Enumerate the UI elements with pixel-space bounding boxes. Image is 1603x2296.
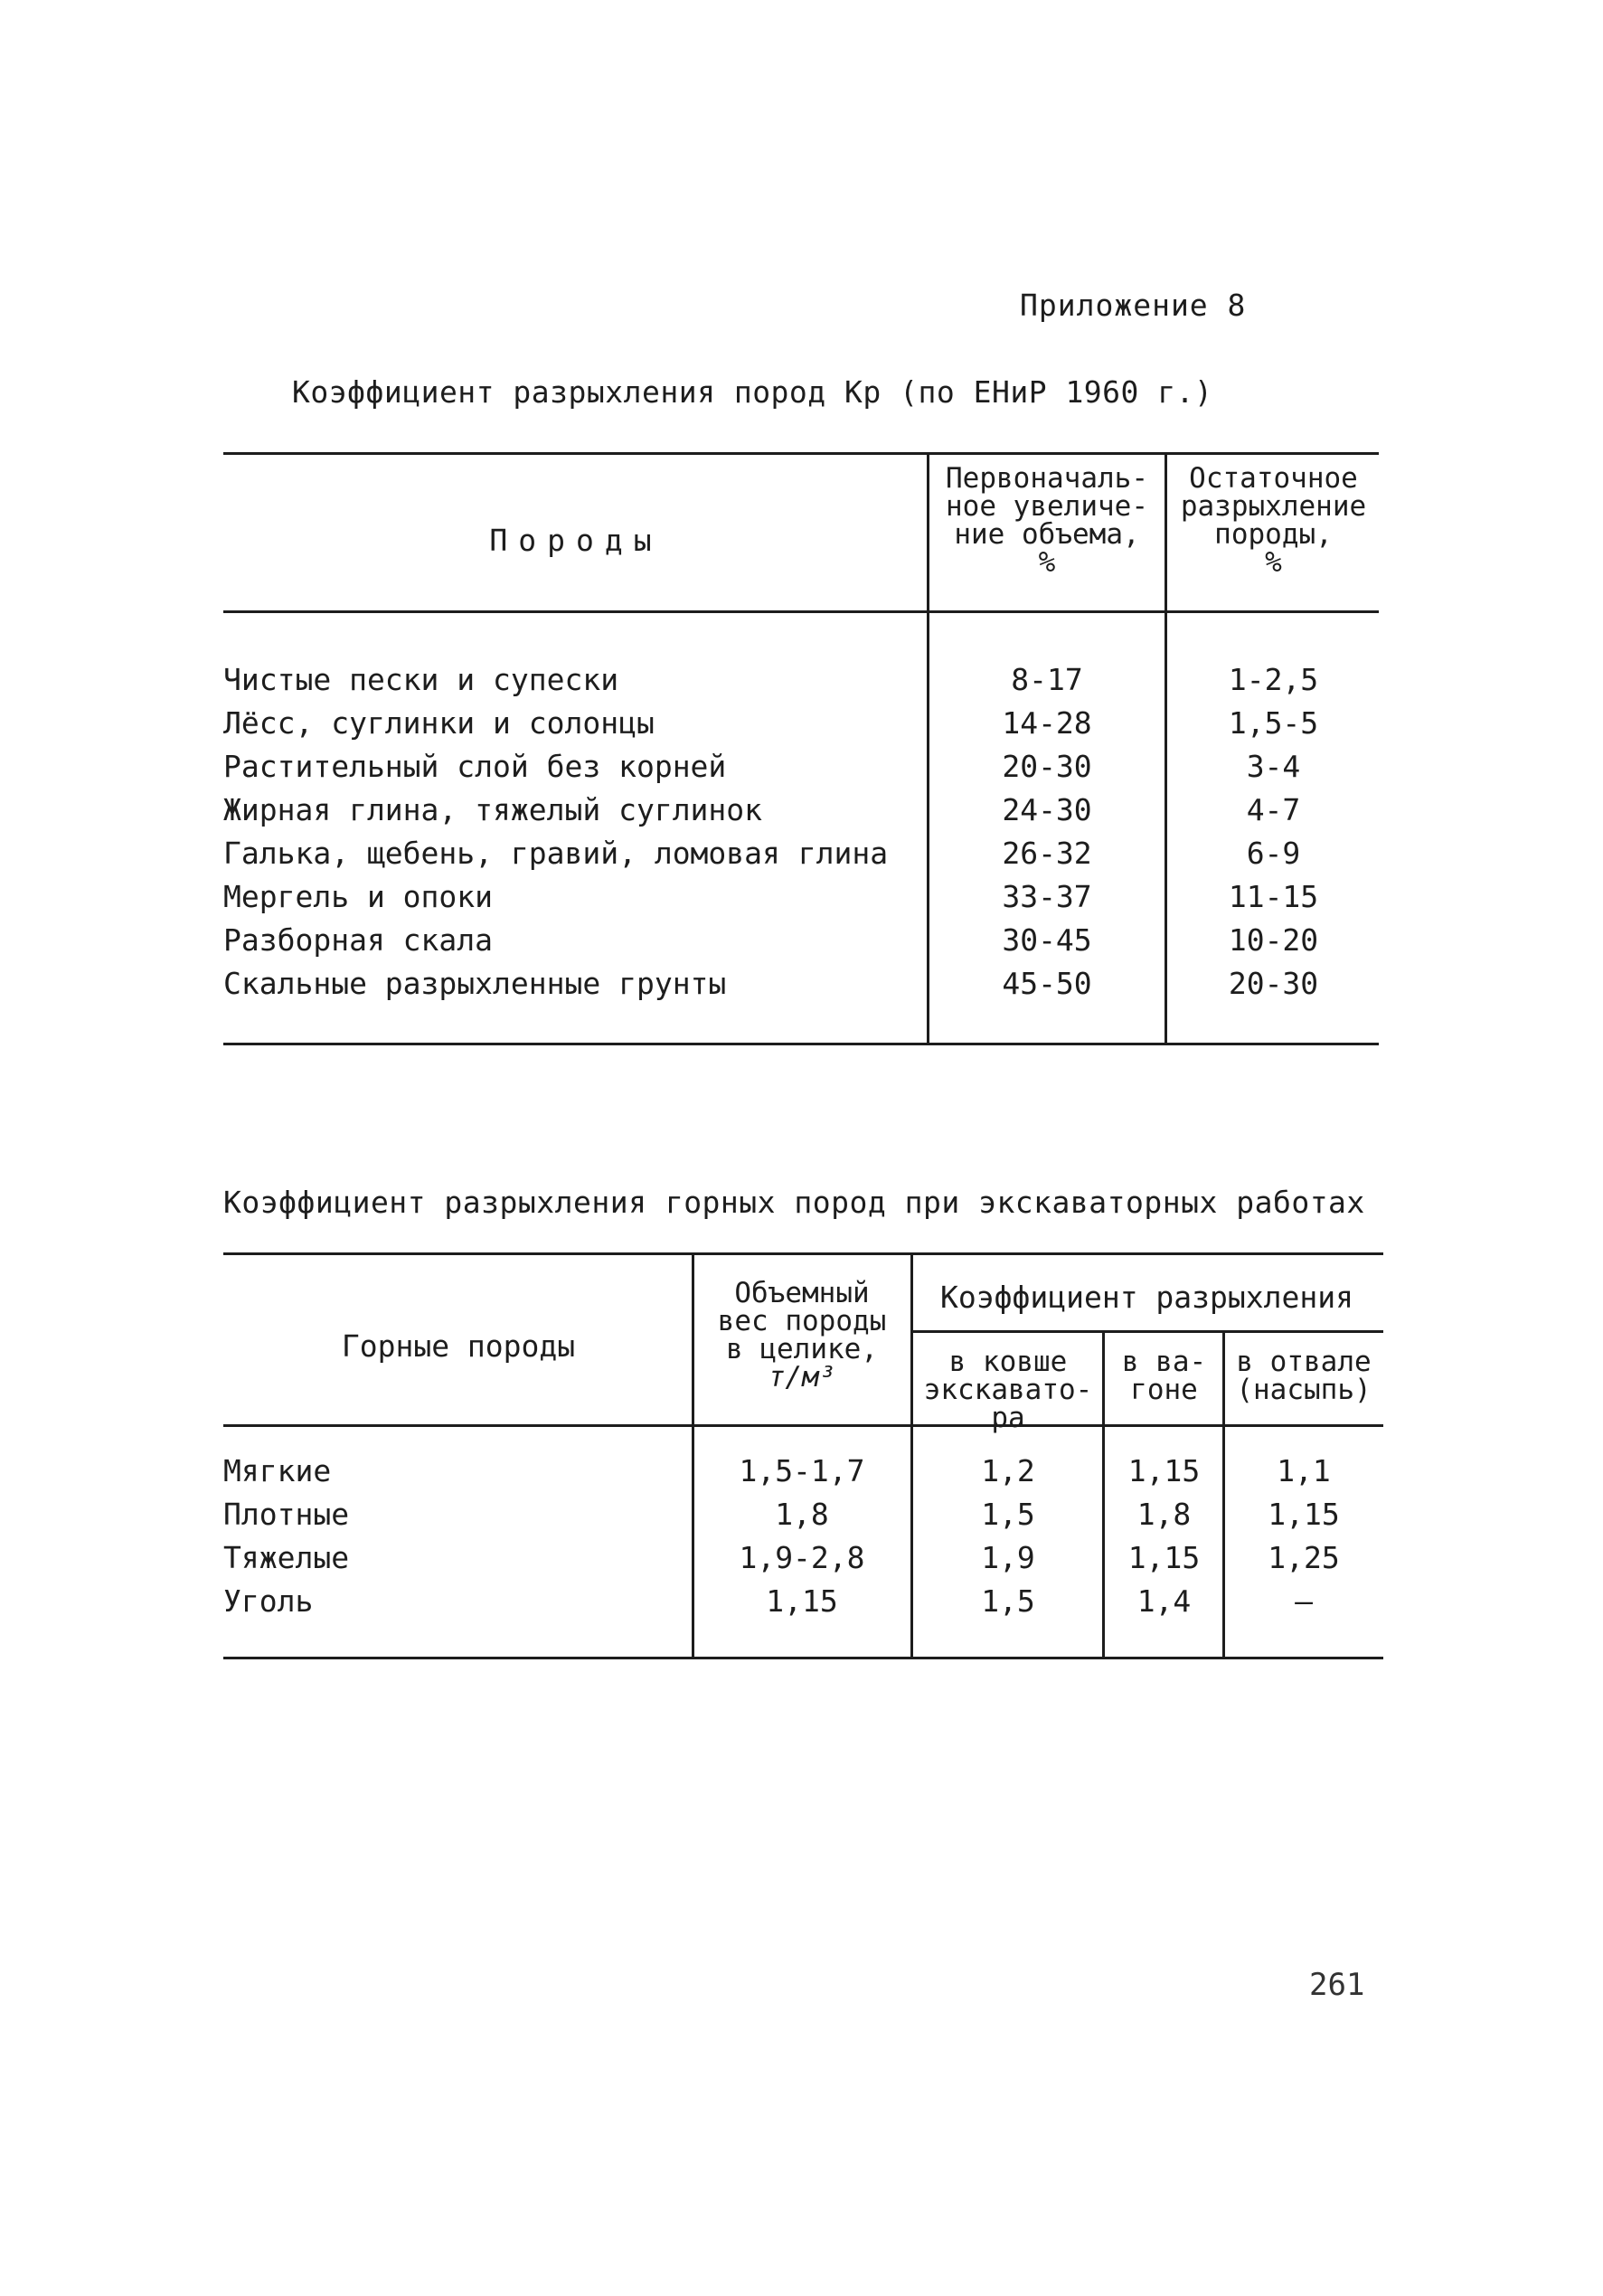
table1 — [223, 452, 1379, 1058]
initial-increase: 24-30 — [1002, 792, 1092, 827]
table2-header-wagon-l2: гоне — [1130, 1374, 1198, 1406]
coef-wagon: 1,4 — [1136, 1583, 1192, 1619]
table1-header-residual-l4: % — [1265, 546, 1282, 579]
bulk-weight: 1,15 — [766, 1583, 838, 1619]
table2-header-dump-l1: в отвале — [1236, 1346, 1372, 1378]
table-row — [223, 836, 1379, 879]
table2-header-dump — [1224, 1348, 1383, 1404]
table2-header-weight-l2: вес породы — [717, 1305, 887, 1337]
residual-loosening: 1,5-5 — [1228, 705, 1319, 741]
table-row — [223, 966, 1379, 1009]
appendix-label: Приложение 8 — [1020, 288, 1247, 323]
coef-wagon: 1,8 — [1136, 1497, 1192, 1532]
coef-dump: 1,15 — [1268, 1497, 1340, 1532]
rock-name: Разборная скала — [223, 922, 494, 958]
table1-header-initial-l1: Первоначаль- — [946, 462, 1148, 495]
table1-header-residual-l2: разрыхление — [1180, 490, 1367, 523]
coef-bucket: 1,2 — [981, 1453, 1035, 1488]
rock-name: Мягкие — [223, 1453, 332, 1488]
residual-loosening: 3-4 — [1246, 749, 1301, 784]
table1-header-residual-l1: Остаточное — [1189, 462, 1358, 495]
residual-loosening: 6-9 — [1246, 836, 1301, 871]
table-row — [223, 749, 1379, 792]
coef-wagon: 1,15 — [1127, 1540, 1201, 1575]
coef-bucket: 1,5 — [981, 1583, 1035, 1619]
table2-header-bucket-l2: экскавато- — [923, 1374, 1093, 1406]
table2-header-wagon-l1: в ва- — [1121, 1346, 1207, 1378]
table1-header-residual-l3: породы, — [1214, 518, 1333, 551]
table2-header-bucket-l3: ра — [991, 1402, 1025, 1434]
rock-name: Растительный слой без корней — [223, 749, 727, 784]
table-row — [223, 1540, 1383, 1583]
table1-header-initial — [929, 462, 1165, 579]
table2-header-wagon — [1104, 1348, 1224, 1404]
table-row — [223, 662, 1379, 705]
table1-header-residual — [1168, 462, 1379, 579]
rock-name: Чистые пески и супески — [223, 662, 619, 697]
table2-header-rocks: Горные породы — [341, 1328, 576, 1364]
residual-loosening: 20-30 — [1228, 966, 1319, 1001]
rock-name: Плотные — [223, 1497, 350, 1532]
residual-loosening: 4-7 — [1246, 792, 1301, 827]
table2-header-weight-l1: Объемный — [734, 1277, 870, 1309]
table2-header-bucket — [912, 1348, 1104, 1432]
table2-header-weight — [693, 1277, 910, 1394]
table2-header-weight-l3: в целике, — [726, 1333, 878, 1365]
initial-increase: 30-45 — [1002, 922, 1092, 958]
table2-header-dump-l2: (насыпь) — [1236, 1374, 1372, 1406]
table1-header-initial-l2: ное увеличе- — [946, 490, 1148, 523]
initial-increase: 26-32 — [1002, 836, 1092, 871]
initial-increase: 20-30 — [1002, 749, 1092, 784]
table-row — [223, 1497, 1383, 1540]
table-row — [223, 922, 1379, 966]
table2-header-bucket-l1: в ковше — [948, 1346, 1068, 1378]
page-number: 261 — [1309, 1967, 1365, 2003]
table2-bottom-rule — [223, 1657, 1383, 1659]
coef-dump: 1,25 — [1268, 1540, 1340, 1575]
residual-loosening: 10-20 — [1228, 922, 1319, 958]
table-row — [223, 1583, 1383, 1627]
table-row — [223, 705, 1379, 749]
table2-header-rule — [223, 1424, 1383, 1427]
coef-bucket: 1,5 — [981, 1497, 1035, 1532]
table1-title: Коэффициент разрыхления пород Кр (по ЕНиР 1960 г.) — [292, 374, 1213, 410]
table2-subheader-rule — [912, 1330, 1383, 1333]
table1-top-rule — [223, 452, 1379, 455]
table2-title: Коэффициент разрыхления горных пород при экскаваторных работах — [223, 1185, 1365, 1220]
coef-dump: – — [1295, 1583, 1313, 1619]
table1-header-rule — [223, 610, 1379, 613]
bulk-weight: 1,8 — [775, 1497, 829, 1532]
rock-name: Уголь — [223, 1583, 314, 1619]
initial-increase: 14-28 — [1002, 705, 1092, 741]
table-row — [223, 792, 1379, 836]
rock-name: Жирная глина, тяжелый суглинок — [223, 792, 763, 827]
residual-loosening: 1-2,5 — [1228, 662, 1319, 697]
initial-increase: 33-37 — [1002, 879, 1092, 914]
rock-name: Мергель и опоки — [223, 879, 494, 914]
rock-name: Лёсс, суглинки и солонцы — [223, 705, 655, 741]
initial-increase: 8-17 — [1011, 662, 1083, 697]
rock-name: Скальные разрыхленные грунты — [223, 966, 727, 1001]
coef-dump: 1,1 — [1277, 1453, 1331, 1488]
table-row — [223, 879, 1379, 922]
table2-top-rule — [223, 1252, 1383, 1255]
table2-header-weight-l4: т/м³ — [768, 1361, 836, 1394]
rock-name: Галька, щебень, гравий, ломовая глина — [223, 836, 889, 871]
coef-bucket: 1,9 — [981, 1540, 1035, 1575]
rock-name: Тяжелые — [223, 1540, 350, 1575]
initial-increase: 45-50 — [1002, 966, 1092, 1001]
residual-loosening: 11-15 — [1228, 879, 1319, 914]
coef-wagon: 1,15 — [1127, 1453, 1201, 1488]
bulk-weight: 1,5-1,7 — [739, 1453, 865, 1488]
table-row — [223, 1453, 1383, 1497]
table2-header-coef: Коэффициент разрыхления — [940, 1280, 1353, 1315]
table1-bottom-rule — [223, 1043, 1379, 1045]
table1-header-initial-l4: % — [1038, 546, 1056, 579]
bulk-weight: 1,9-2,8 — [739, 1540, 865, 1575]
table1-header-initial-l3: ние объема, — [954, 518, 1140, 551]
table2 — [223, 1252, 1383, 1668]
table1-header-rocks: Породы — [489, 523, 663, 558]
